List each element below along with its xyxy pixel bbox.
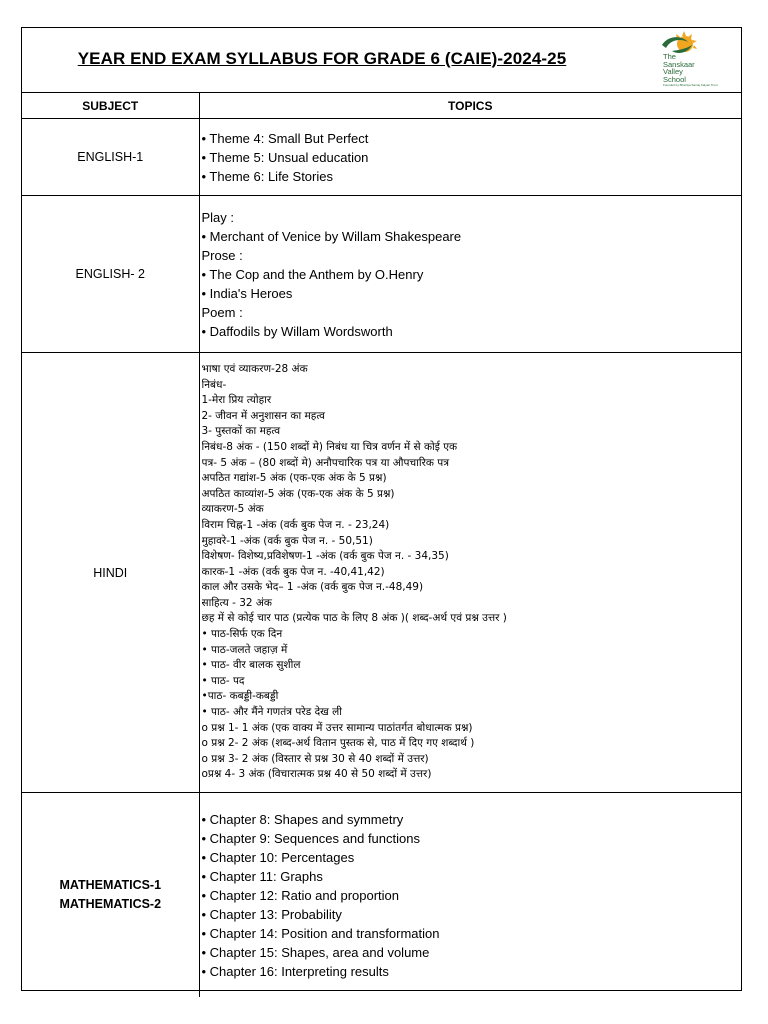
list-item: • Chapter 15: Shapes, area and volume [201,944,430,960]
list-item: 2- जीवन में अनुशासन का महत्व [201,409,326,422]
list-item: विराम चिह्न-1 -अंक (वर्क बुक पेज न. - 23,24) [201,518,390,531]
table-row-hindi [22,353,741,793]
list-item: o प्रश्न 3- 2 अंक (विस्तार से प्रश्न 30 से 40 शब्दों में उत्तर) [201,752,429,765]
table-row-english-2 [22,196,741,353]
list-item: व्याकरण-5 अंक [201,503,264,516]
subject-cell [22,793,199,998]
list-item: • Chapter 11: Graphs [201,868,323,884]
syllabus-table [22,92,741,997]
list-item: • Daffodils by Willam Wordsworth [201,323,393,339]
list-item: मुहावरे-1 -अंक (वर्क बुक पेज न. - 50,51) [201,534,373,547]
topic-list [202,810,741,981]
list-item: अपठित गद्यांश-5 अंक (एक-एक अंक के 5 प्रश्न) [201,472,387,485]
topics-cell [199,196,741,353]
topic-list [202,362,741,783]
title-bar [22,28,741,92]
list-item: निबंध-8 अंक - (150 शब्दों मे) निबंध या चित्र वर्णन में से कोई एक [201,440,458,453]
list-item: Prose : [201,247,243,263]
subject-cell: ENGLISH-1 [22,119,199,196]
list-item: • Chapter 9: Sequences and functions [201,830,420,846]
table-row-english-1 [22,119,741,196]
logo-name: The Sanskaar Valley School [663,52,695,84]
list-item: • पाठ- वीर बालक सुशील [201,659,301,672]
topics-header: TOPICS [199,93,741,119]
logo-tagline: Founded by Bhartiya Samaj Kalyan Trust [663,83,718,87]
list-item: • पाठ- पद [201,674,245,687]
list-item: 3- पुस्तकों का महत्व [201,425,281,438]
list-item: o प्रश्न 2- 2 अंक (शब्द-अर्थ वितान पुस्तक से, पाठ में दिए गए शब्दार्थ ) [201,737,475,750]
topics-cell [199,793,741,998]
list-item: छह में से कोई चार पाठ (प्रत्येक पाठ के लिए 8 अंक )( शब्द-अर्थ एवं प्रश्न उत्तर ) [201,612,507,625]
list-item: • पाठ-सिर्फ एक दिन [201,628,283,641]
subject-line: MATHEMATICS-1 [59,878,162,892]
table-header-row [22,93,741,119]
list-item: • Chapter 14: Position and transformation [201,925,440,941]
list-item: अपठित काव्यांश-5 अंक (एक-एक अंक के 5 प्रश्न) [201,487,395,500]
list-item: o प्रश्न 1- 1 अंक (एक वाक्य में उत्तर सामान्य पाठांतर्गत बोधात्मक प्रश्न) [201,721,473,734]
list-item: काल और उसके भेद– 1 -अंक (वर्क बुक पेज न.-48,49) [201,581,424,594]
list-item: • Merchant of Venice by Willam Shakespeare [201,228,462,244]
topic-list [202,129,741,186]
list-item: कारक-1 -अंक (वर्क बुक पेज न. -40,41,42) [201,565,385,578]
subject-cell: ENGLISH- 2 [22,196,199,353]
list-item: विशेषण- विशेष्य,प्रविशेषण-1 -अंक (वर्क बुक पेज न. - 34,35) [201,550,449,563]
subject-line: MATHEMATICS-2 [59,897,162,911]
topics-cell [199,353,741,793]
list-item: निबंध- [201,378,227,391]
topics-cell [199,119,741,196]
list-item: साहित्य - 32 अंक [201,596,272,609]
subject-cell: HINDI [22,353,199,793]
list-item: • Chapter 16: Interpreting results [201,963,389,979]
list-item: भाषा एवं व्याकरण-28 अंक [201,362,308,375]
list-item: • Theme 5: Unsual education [201,149,369,165]
list-item: • Chapter 12: Ratio and proportion [201,887,400,903]
list-item: पत्र- 5 अंक – (80 शब्दों मे) अनौपचारिक पत्र या औपचारिक पत्र [201,456,450,469]
table-row-mathematics [22,793,741,998]
list-item: oप्रश्न 4- 3 अंक (विचारात्मक प्रश्न 40 से 50 शब्दों में उत्तर) [201,768,432,781]
list-item: Play : [201,209,235,225]
school-logo [658,31,718,91]
list-item: 1-मेरा प्रिय त्योहार [201,394,272,407]
list-item: Poem : [201,304,243,320]
list-item: •पाठ- कबड्डी-कबड्डी [201,690,279,703]
list-item: • Chapter 10: Percentages [201,849,355,865]
list-item: • पाठ-जलते जहाज़ में [201,643,288,656]
list-item: • Theme 4: Small But Perfect [201,130,369,146]
subject-header: SUBJECT [22,93,199,119]
list-item: • Chapter 8: Shapes and symmetry [201,811,404,827]
list-item: • The Cop and the Anthem by O.Henry [201,266,424,282]
list-item: • पाठ- और मैंने गणतंत्र परेड देख ली [201,706,342,719]
list-item: • India's Heroes [201,285,293,301]
page-title: YEAR END EXAM SYLLABUS FOR GRADE 6 (CAIE)-2024-25 [77,49,567,68]
list-item: • Chapter 13: Probability [201,906,342,922]
topic-list [202,208,741,341]
syllabus-frame [21,27,742,991]
list-item: • Theme 6: Life Stories [201,168,333,184]
